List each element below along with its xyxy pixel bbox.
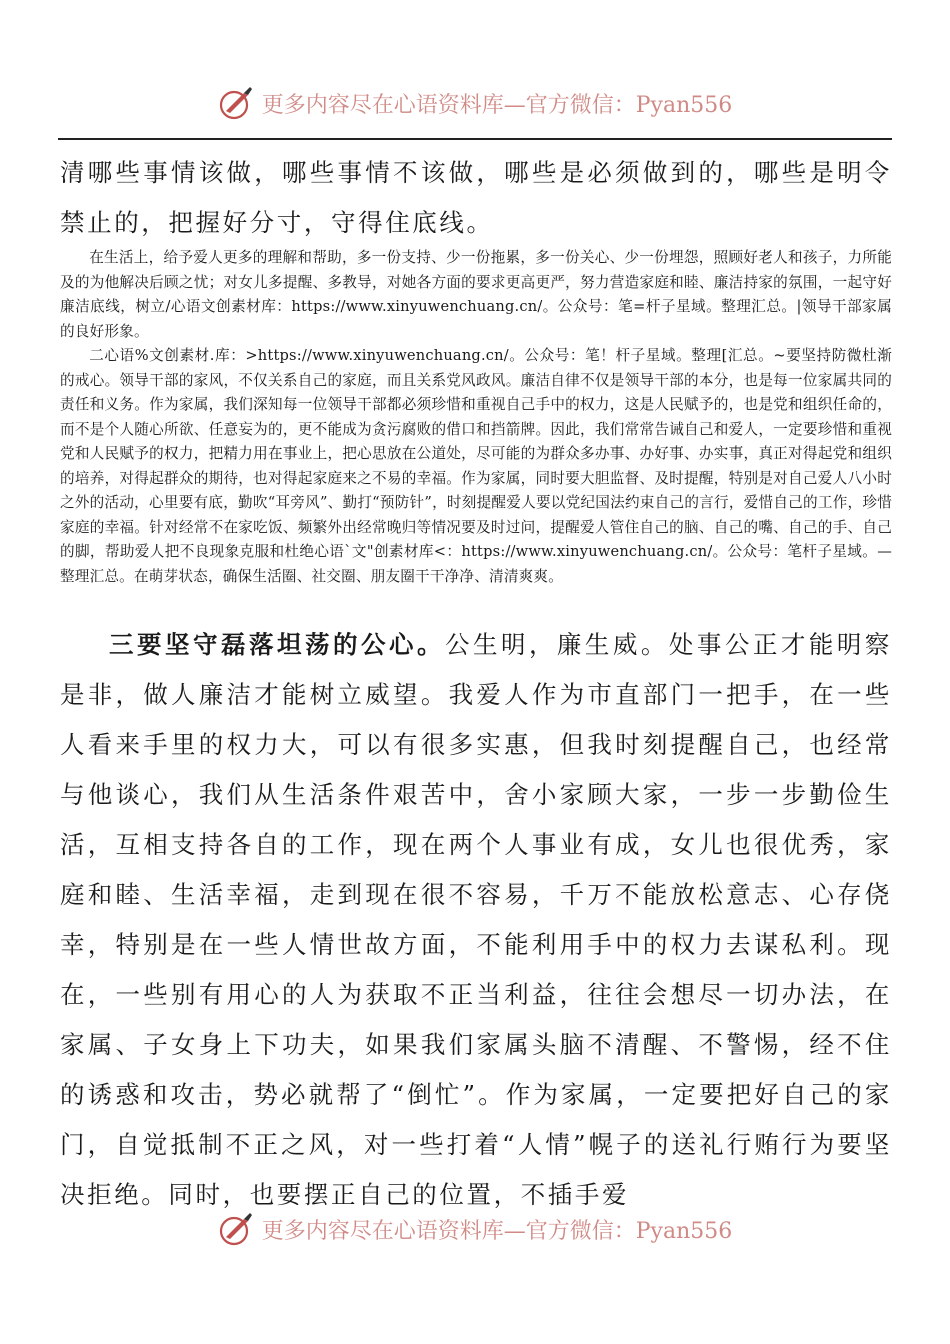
section-heading: 三要坚守磊落坦荡的公心。 xyxy=(109,630,445,659)
small-paragraph-2: 二心语%文创素材.库：>https://www.xinyuwenchuang.cn/。公众号：笔！杆子星域。整理[汇总。~要坚持防微杜渐的戒心。领导干部的家风，不仅关系自己的家庭，而且关系党风政风。廉洁自律不仅是领导干部的本分，也是每一位家属共同的责任和义务。作为家属，我们深知每一位领导干部都必须珍惜和重视自己手中的权力，这是人民赋予的，也是党和组织任命的，而不是个人随心所欲、任意妄为的，更不能成为贪污腐败的借口和挡箭牌。因此，我们常常告诫自己和爱人，一定要珍惜和重视党和人民赋予的权力，把精力用在事业上，把心思放在公道处，尽可能的为群众多办事、办好事、办实事，真正对得起党和组织的培养，对得起群众的期待，也对得起家庭来之不易的幸福。作为家属，同时要大胆监督、及时提醒，特别是对自己爱人八小时之外的活动，心里要有底，勤吹“耳旁风”、勤打“预防针”，时刻提醒爱人要以党纪国法约束自己的言行，爱惜自己的工作，珍惜家庭的幸福。针对经常不在家吃饭、频繁外出经常晚归等情况要及时过问，提醒爱人管住自己的脑、自己的嘴、自己的手、自己的脚，帮助爱人把不良现象克服和杜绝心语`文"创素材库<：https://www.xinyuwenchuang.cn/。公众号：笔杆子星域。—整理汇总。在萌芽状态，确保生活圈、社交圈、朋友圈干干净净、清清爽爽。 xyxy=(60,347,892,585)
section-body: 公生明，廉生威。处事公正才能明察是非，做人廉洁才能树立威望。我爱人作为市直部门一把手，在一些人看来手里的权力大，可以有很多实惠，但我时刻提醒自己，也经常与他谈心，我们从生活条件艰苦中，舍小家顾大家，一步一步勤俭生活，互相支持各自的工作，现在两个人事业有成，女儿也很优秀，家庭和睦、生活幸福，走到现在很不容易，千万不能放松意志、心存侥幸，特别是在一些人情世故方面，不能利用手中的权力去谋私利。现在，一些别有用心的人为获取不正当利益，往往会想尽一切办法，在家属、子女身上下功夫，如果我们家属头脑不清醒、不警惕，经不住的诱惑和攻击，势必就帮了“倒忙”。作为家属，一定要把好自己的家门，自觉抵制不正之风，对一些打着“人情”幌子的送礼行贿行为要坚决拒绝。同时，也要摆正自己的位置，不插手爱 xyxy=(60,630,892,1209)
footer-banner-text: 更多内容尽在心语资料库—官方微信：Pyan556 xyxy=(261,1218,733,1244)
header-banner-text: 更多内容尽在心语资料库—官方微信：Pyan556 xyxy=(261,92,733,118)
page-footer xyxy=(0,1204,950,1254)
pen-logo-icon xyxy=(218,1211,254,1247)
small-paragraph-1: 在生活上，给予爱人更多的理解和帮助，多一份支持、少一份拖累，多一份关心、少一份埋怨，照顾好老人和孩子，力所能及的为他解决后顾之忧；对女儿多提醒、多教导，对她各方面的要求更高更严，努力营造家庭和睦、廉洁持家的氛围，一起守好廉洁底线，树立/心语文创素材库：https://www.xinyuwenchuang.cn/。公众号：笔=杆子星域。整理汇总。|领导干部家属的良好形象。 xyxy=(60,249,892,340)
page-header xyxy=(0,78,950,128)
pen-logo-icon xyxy=(218,85,254,121)
small-text-block xyxy=(60,246,892,589)
paragraph-continued: 清哪些事情该做，哪些事情不该做，哪些是必须做到的，哪些是明令禁止的，把握好分寸，守得住底线。 xyxy=(60,158,892,237)
header-divider xyxy=(58,138,892,140)
section-paragraph xyxy=(60,620,892,1220)
